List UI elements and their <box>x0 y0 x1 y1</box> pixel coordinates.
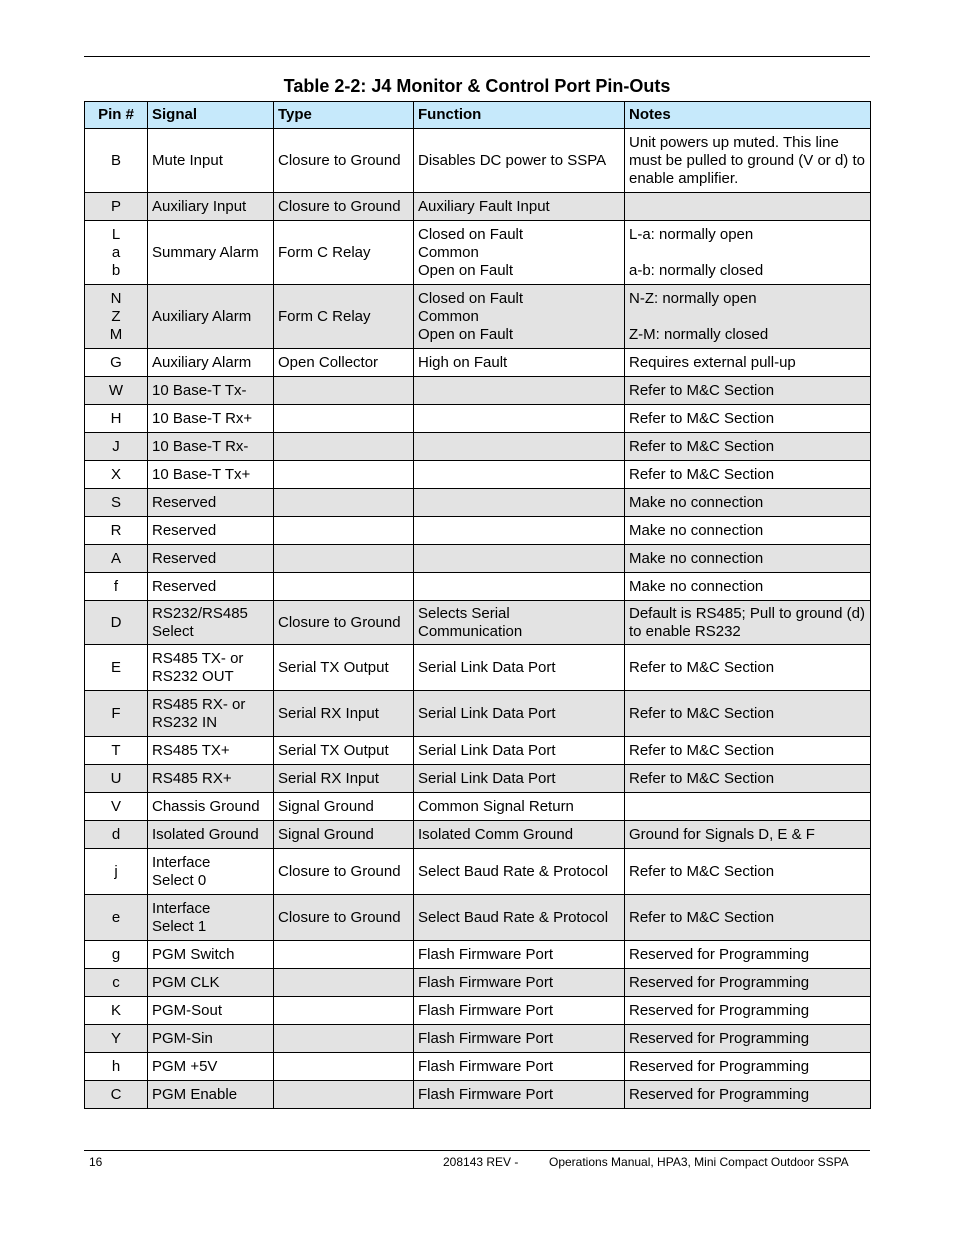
signal-cell: Chassis Ground <box>148 793 274 821</box>
function-cell <box>414 489 625 517</box>
table-row <box>85 193 871 221</box>
table-row <box>85 573 871 601</box>
function-cell: Closed on Fault Common Open on Fault <box>414 285 625 349</box>
type-cell: Closure to Ground <box>274 849 414 895</box>
signal-cell: 10 Base-T Rx+ <box>148 405 274 433</box>
notes-cell: Reserved for Programming <box>625 1081 871 1109</box>
signal-cell: Reserved <box>148 517 274 545</box>
pin-cell: A <box>85 545 148 573</box>
signal-cell: Reserved <box>148 573 274 601</box>
pin-cell: N Z M <box>85 285 148 349</box>
signal-cell: Summary Alarm <box>148 221 274 285</box>
type-cell: Serial RX Input <box>274 691 414 737</box>
signal-cell: PGM Enable <box>148 1081 274 1109</box>
function-cell: Serial Link Data Port <box>414 645 625 691</box>
signal-cell: RS485 RX- or RS232 IN <box>148 691 274 737</box>
notes-cell: Make no connection <box>625 489 871 517</box>
signal-cell: RS485 RX+ <box>148 765 274 793</box>
function-cell <box>414 573 625 601</box>
table-row <box>85 765 871 793</box>
pin-cell: K <box>85 997 148 1025</box>
bottom-rule <box>84 1150 870 1151</box>
pin-cell: D <box>85 601 148 645</box>
table-row <box>85 545 871 573</box>
pin-cell: Y <box>85 1025 148 1053</box>
pin-cell: B <box>85 129 148 193</box>
type-cell: Closure to Ground <box>274 895 414 941</box>
function-cell: Select Baud Rate & Protocol <box>414 895 625 941</box>
notes-cell: Reserved for Programming <box>625 969 871 997</box>
notes-cell: Unit powers up muted. This line must be pulled to ground (V or d) to enable amplifier. <box>625 129 871 193</box>
column-header-function: Function <box>414 102 625 129</box>
column-header-notes: Notes <box>625 102 871 129</box>
function-cell: Flash Firmware Port <box>414 1053 625 1081</box>
table-row <box>85 997 871 1025</box>
pin-cell: X <box>85 461 148 489</box>
signal-cell: RS232/RS485 Select <box>148 601 274 645</box>
pin-cell: e <box>85 895 148 941</box>
type-cell <box>274 377 414 405</box>
signal-cell: Auxiliary Alarm <box>148 285 274 349</box>
notes-cell: Refer to M&C Section <box>625 895 871 941</box>
signal-cell: RS485 TX- or RS232 OUT <box>148 645 274 691</box>
pin-cell: T <box>85 737 148 765</box>
type-cell <box>274 1025 414 1053</box>
signal-cell: Interface Select 1 <box>148 895 274 941</box>
notes-cell: N-Z: normally open Z-M: normally closed <box>625 285 871 349</box>
function-cell: Serial Link Data Port <box>414 765 625 793</box>
type-cell <box>274 941 414 969</box>
table-row <box>85 895 871 941</box>
table-row <box>85 737 871 765</box>
notes-cell: Refer to M&C Section <box>625 765 871 793</box>
function-cell: Auxiliary Fault Input <box>414 193 625 221</box>
signal-cell: PGM-Sout <box>148 997 274 1025</box>
signal-cell: 10 Base-T Tx+ <box>148 461 274 489</box>
page-number: 16 <box>89 1155 103 1169</box>
table-header-row <box>85 102 871 129</box>
function-cell <box>414 405 625 433</box>
notes-cell: Ground for Signals D, E & F <box>625 821 871 849</box>
pin-cell: S <box>85 489 148 517</box>
type-cell: Form C Relay <box>274 285 414 349</box>
function-cell: High on Fault <box>414 349 625 377</box>
table-row <box>85 1025 871 1053</box>
function-cell: Flash Firmware Port <box>414 997 625 1025</box>
function-cell: Selects Serial Communication <box>414 601 625 645</box>
type-cell: Closure to Ground <box>274 193 414 221</box>
pin-cell: h <box>85 1053 148 1081</box>
pin-cell: P <box>85 193 148 221</box>
notes-cell: Refer to M&C Section <box>625 691 871 737</box>
document-title: Operations Manual, HPA3, Mini Compact Outdoor SSPA <box>549 1155 849 1169</box>
table-row <box>85 285 871 349</box>
column-header-signal: Signal <box>148 102 274 129</box>
document-reference: 208143 REV - <box>443 1155 519 1169</box>
type-cell: Closure to Ground <box>274 129 414 193</box>
notes-cell: Reserved for Programming <box>625 1053 871 1081</box>
signal-cell: PGM Switch <box>148 941 274 969</box>
notes-cell: Refer to M&C Section <box>625 433 871 461</box>
function-cell: Flash Firmware Port <box>414 941 625 969</box>
type-cell: Serial TX Output <box>274 737 414 765</box>
notes-cell: Make no connection <box>625 517 871 545</box>
notes-cell: Refer to M&C Section <box>625 737 871 765</box>
table-row <box>85 489 871 517</box>
function-cell: Serial Link Data Port <box>414 737 625 765</box>
pin-cell: R <box>85 517 148 545</box>
signal-cell: RS485 TX+ <box>148 737 274 765</box>
function-cell <box>414 433 625 461</box>
table-row <box>85 793 871 821</box>
pin-cell: J <box>85 433 148 461</box>
pin-cell: j <box>85 849 148 895</box>
pin-cell: E <box>85 645 148 691</box>
notes-cell: Make no connection <box>625 573 871 601</box>
pin-cell: U <box>85 765 148 793</box>
pin-cell: H <box>85 405 148 433</box>
function-cell: Flash Firmware Port <box>414 1025 625 1053</box>
signal-cell: Interface Select 0 <box>148 849 274 895</box>
table-row <box>85 941 871 969</box>
notes-cell <box>625 193 871 221</box>
function-cell <box>414 377 625 405</box>
notes-cell: Reserved for Programming <box>625 997 871 1025</box>
notes-cell: Refer to M&C Section <box>625 849 871 895</box>
type-cell: Form C Relay <box>274 221 414 285</box>
signal-cell: Auxiliary Alarm <box>148 349 274 377</box>
notes-cell: Reserved for Programming <box>625 1025 871 1053</box>
type-cell <box>274 997 414 1025</box>
type-cell: Signal Ground <box>274 821 414 849</box>
signal-cell: Isolated Ground <box>148 821 274 849</box>
signal-cell: Auxiliary Input <box>148 193 274 221</box>
function-cell: Flash Firmware Port <box>414 969 625 997</box>
table-row <box>85 461 871 489</box>
pin-cell: f <box>85 573 148 601</box>
pin-cell: F <box>85 691 148 737</box>
table-row <box>85 849 871 895</box>
notes-cell: Requires external pull-up <box>625 349 871 377</box>
column-header-pin: Pin # <box>85 102 148 129</box>
type-cell <box>274 433 414 461</box>
function-cell: Serial Link Data Port <box>414 691 625 737</box>
table-row <box>85 377 871 405</box>
pin-cell: L a b <box>85 221 148 285</box>
type-cell <box>274 545 414 573</box>
table-title: Table 2-2: J4 Monitor & Control Port Pin-Outs <box>283 76 671 96</box>
notes-cell: Refer to M&C Section <box>625 645 871 691</box>
function-cell <box>414 545 625 573</box>
signal-cell: PGM-Sin <box>148 1025 274 1053</box>
pin-cell: d <box>85 821 148 849</box>
signal-cell: 10 Base-T Tx- <box>148 377 274 405</box>
signal-cell: PGM CLK <box>148 969 274 997</box>
column-header-type: Type <box>274 102 414 129</box>
signal-cell: Mute Input <box>148 129 274 193</box>
notes-cell: L-a: normally open a-b: normally closed <box>625 221 871 285</box>
type-cell <box>274 969 414 997</box>
table-row <box>85 1053 871 1081</box>
function-cell: Disables DC power to SSPA <box>414 129 625 193</box>
function-cell: Common Signal Return <box>414 793 625 821</box>
type-cell <box>274 489 414 517</box>
pin-cell: V <box>85 793 148 821</box>
table-row <box>85 221 871 285</box>
table-row <box>85 601 871 645</box>
type-cell: Closure to Ground <box>274 601 414 645</box>
function-cell: Flash Firmware Port <box>414 1081 625 1109</box>
signal-cell: Reserved <box>148 545 274 573</box>
function-cell: Isolated Comm Ground <box>414 821 625 849</box>
function-cell <box>414 461 625 489</box>
notes-cell: Reserved for Programming <box>625 941 871 969</box>
pin-cell: c <box>85 969 148 997</box>
function-cell: Closed on Fault Common Open on Fault <box>414 221 625 285</box>
function-cell <box>414 517 625 545</box>
function-cell: Select Baud Rate & Protocol <box>414 849 625 895</box>
type-cell <box>274 573 414 601</box>
type-cell: Open Collector <box>274 349 414 377</box>
signal-cell: 10 Base-T Rx- <box>148 433 274 461</box>
table-row <box>85 645 871 691</box>
table-row <box>85 821 871 849</box>
pinout-table <box>84 101 871 1109</box>
type-cell <box>274 405 414 433</box>
table-body <box>85 129 871 1109</box>
table-row <box>85 517 871 545</box>
table-row <box>85 691 871 737</box>
table-row <box>85 433 871 461</box>
notes-cell: Refer to M&C Section <box>625 461 871 489</box>
type-cell <box>274 1053 414 1081</box>
signal-cell: PGM +5V <box>148 1053 274 1081</box>
type-cell: Serial RX Input <box>274 765 414 793</box>
notes-cell <box>625 793 871 821</box>
type-cell <box>274 461 414 489</box>
table-row <box>85 129 871 193</box>
table-row <box>85 1081 871 1109</box>
table-row <box>85 969 871 997</box>
type-cell: Signal Ground <box>274 793 414 821</box>
type-cell: Serial TX Output <box>274 645 414 691</box>
type-cell <box>274 517 414 545</box>
table-row <box>85 405 871 433</box>
type-cell <box>274 1081 414 1109</box>
notes-cell: Default is RS485; Pull to ground (d) to enable RS232 <box>625 601 871 645</box>
pin-cell: W <box>85 377 148 405</box>
top-rule <box>84 56 870 57</box>
pin-cell: G <box>85 349 148 377</box>
notes-cell: Refer to M&C Section <box>625 377 871 405</box>
signal-cell: Reserved <box>148 489 274 517</box>
pin-cell: g <box>85 941 148 969</box>
notes-cell: Make no connection <box>625 545 871 573</box>
notes-cell: Refer to M&C Section <box>625 405 871 433</box>
table-row <box>85 349 871 377</box>
pin-cell: C <box>85 1081 148 1109</box>
